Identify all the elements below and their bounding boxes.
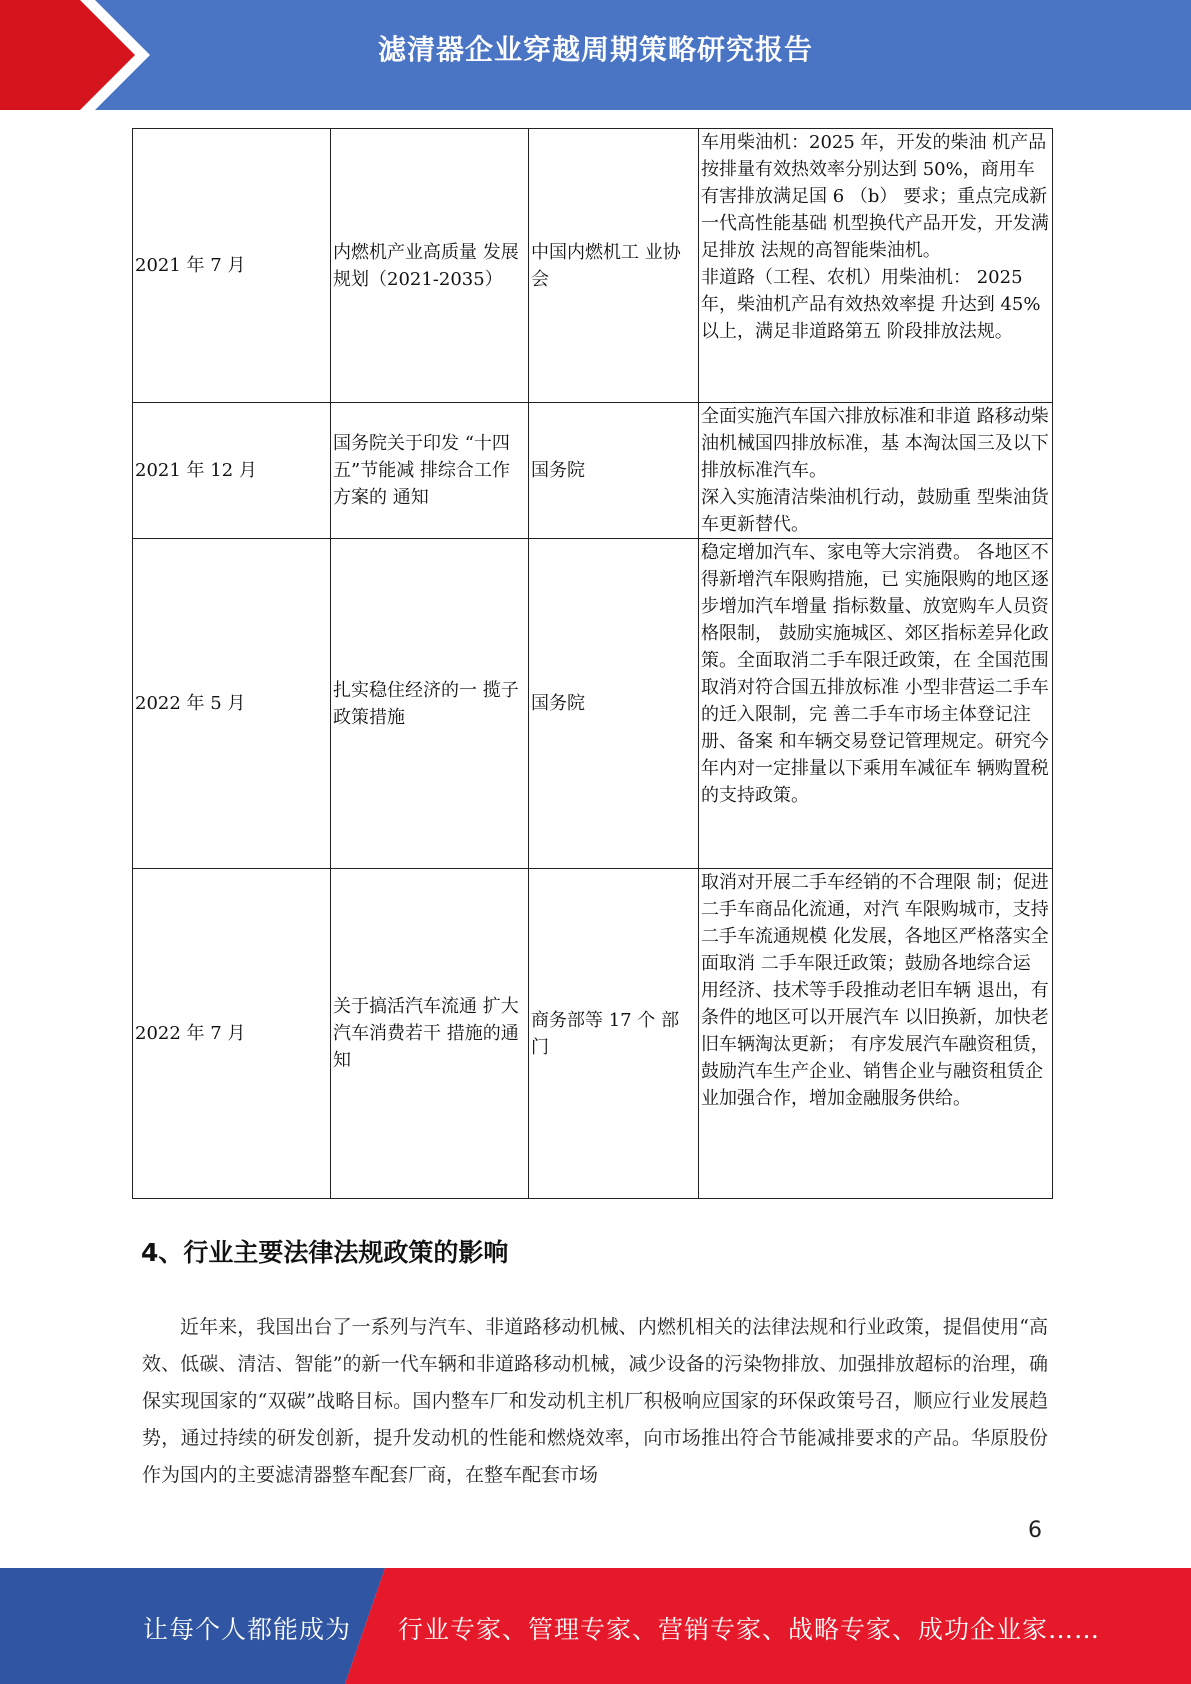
section-heading: 4、行业主要法律法规政策的影响 — [141, 1238, 509, 1267]
content-paragraph: 非道路（工程、农机）用柴油机： 2025 年，柴油机产品有效热效率提 升达到 45%以上，满足非道路第五 阶段排放法规。 — [701, 267, 1041, 342]
footer-slogan-right: 行业专家、管理专家、营销专家、战略专家、成功企业家…… — [398, 1615, 1101, 1644]
cell-content — [699, 403, 1053, 539]
page-header — [0, 0, 1191, 110]
cell-date: 2022 年 5 月 — [133, 539, 331, 869]
cell-issuer: 国务院 — [529, 403, 699, 539]
cell-content — [699, 869, 1053, 1199]
cell-content — [699, 539, 1053, 869]
cell-issuer: 商务部等 17 个 部门 — [529, 869, 699, 1199]
content-paragraph: 深入实施清洁柴油机行动，鼓励重 型柴油货车更新替代。 — [701, 487, 1049, 535]
table-row — [133, 129, 1053, 403]
table-row — [133, 869, 1053, 1199]
page-number: 6 — [1028, 1518, 1042, 1543]
cell-date: 2021 年 12 月 — [133, 403, 331, 539]
body-paragraph: 近年来，我国出台了一系列与汽车、非道路移动机械、内燃机相关的法律法规和行业政策，提倡使用“高效、低碳、清洁、智能”的新一代车辆和非道路移动机械，减少设备的污染物排放、加强排放超标的治理，确保实现国家的“双碳”战略目标。国内整车厂和发动机主机厂积极响应国家的环保政策号召，顺应行业发展趋势，通过持续的研发创新，提升发动机的性能和燃烧效率，向市场推出符合节能减排要求的产品。华原股份作为国内的主要滤清器整车配套厂商，在整车配套市场 — [142, 1316, 1048, 1486]
header-title: 滤清器企业穿越周期策略研究报告 — [377, 33, 813, 66]
cell-issuer: 国务院 — [529, 539, 699, 869]
cell-name: 国务院关于印发 “十四五”节能减 排综合工作方案的 通知 — [331, 403, 529, 539]
content-paragraph: 车用柴油机：2025 年，开发的柴油 机产品按排量有效热效率分别达到 50%，商用车有害排放满足国 6 （b） 要求；重点完成新一代高性能基础 机型换代产品开发，开发满足排放 法规的高智能柴油机。 — [701, 132, 1049, 261]
page-footer — [0, 1568, 1191, 1684]
cell-date: 2021 年 7 月 — [133, 129, 331, 403]
cell-name: 内燃机产业高质量 发展规划（2021-2035） — [331, 129, 529, 403]
table-row — [133, 403, 1053, 539]
cell-date: 2022 年 7 月 — [133, 869, 331, 1199]
content-paragraph: 稳定增加汽车、家电等大宗消费。 各地区不得新增汽车限购措施，已 实施限购的地区逐步增加汽车增量 指标数量、放宽购车人员资格限制， 鼓励实施城区、郊区指标差异化政 策。全面取消二手车限迁政策，在 全国范围取消对符合国五排放标准 小型非营运二手车的迁入限制，完 善二手车市场主体登记注册、备案 和车辆交易登记管理规定。研究今年内对一定排量以下乘用车减征车 辆购置税的支持政策。 — [701, 542, 1049, 806]
table-row — [133, 539, 1053, 869]
cell-name: 关于搞活汽车流通 扩大汽车消费若干 措施的通知 — [331, 869, 529, 1199]
content-paragraph: 取消对开展二手车经销的不合理限 制；促进二手车商品化流通，对汽 车限购城市，支持二手车流通规模 化发展，各地区严格落实全面取消 二手车限迁政策；鼓励各地综合运 用经济、技术等手段推动老旧车辆 退出，有条件的地区可以开展汽车 以旧换新，加快老旧车辆淘汰更新； 有序发展汽车融资租赁，鼓励汽车生产企业、销售企业与融资租赁企 业加强合作，增加金融服务供给。 — [701, 872, 1049, 1109]
cell-content — [699, 129, 1053, 403]
cell-name: 扎实稳住经济的一 揽子政策措施 — [331, 539, 529, 869]
content-paragraph: 全面实施汽车国六排放标准和非道 路移动柴油机械国四排放标准，基 本淘汰国三及以下排放标准汽车。 — [701, 406, 1049, 481]
footer-slogan-left: 让每个人都能成为 — [143, 1615, 352, 1644]
cell-issuer: 中国内燃机工 业协会 — [529, 129, 699, 403]
policy-table — [132, 128, 1053, 1199]
